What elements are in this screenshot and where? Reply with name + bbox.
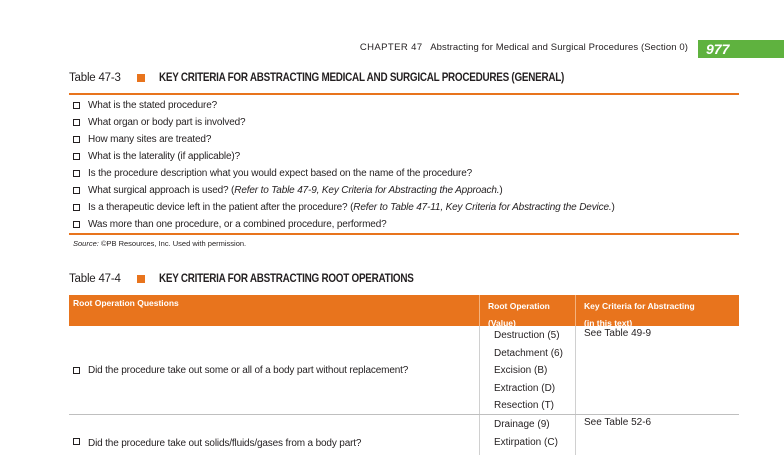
checkbox-icon	[73, 221, 80, 228]
cross-reference: Refer to Table 47-9, Key Criteria for Abstracting the Approach.	[234, 185, 500, 196]
chapter-label: CHAPTER 47	[359, 42, 423, 53]
list-item	[73, 199, 615, 216]
value-cell	[479, 415, 575, 455]
list-item	[73, 114, 615, 131]
root-operations-table	[69, 295, 739, 455]
checkbox-icon	[73, 187, 80, 194]
table-number: Table 47-4	[69, 273, 121, 285]
list-item	[73, 182, 615, 199]
criteria-checklist	[73, 97, 615, 233]
list-item	[73, 165, 615, 182]
item-text: What is the stated procedure?	[88, 100, 218, 111]
table-row	[69, 415, 739, 455]
item-text: Is a therapeutic device left in the patient after the procedure? (	[88, 202, 354, 213]
table-number: Table 47-3	[69, 72, 121, 84]
table-header-row	[69, 295, 739, 326]
list-item	[73, 216, 615, 233]
root-operation-value: Excision (B)	[494, 365, 548, 376]
header-criteria-line1: Key Criteria for Abstracting	[584, 301, 695, 311]
cross-reference: Refer to Table 47-11, Key Criteria for Abstracting the Device.	[353, 202, 612, 213]
checkbox-icon	[73, 153, 80, 160]
orange-square-icon	[137, 275, 145, 283]
source-note	[73, 239, 246, 248]
root-operation-value: Extraction (D)	[494, 382, 556, 394]
orange-square-icon	[137, 74, 145, 82]
header-criteria-line2: (in this text)	[584, 318, 633, 328]
root-operation-value: Detachment (6)	[494, 347, 563, 359]
table-heading: KEY CRITERIA FOR ABSTRACTING MEDICAL AND SURGICAL PROCEDURES (GENERAL)	[158, 72, 564, 84]
header-value-line1: Root Operation	[488, 301, 550, 311]
value-cell	[479, 326, 575, 414]
table-bottom-rule	[69, 233, 739, 235]
page-number: 977	[706, 41, 730, 57]
item-text: How many sites are treated?	[88, 134, 212, 145]
list-item	[73, 148, 615, 165]
item-text: What surgical approach is used? (	[88, 185, 235, 196]
checkbox-icon	[73, 204, 80, 211]
root-operation-value: Destruction (5)	[494, 330, 560, 341]
root-operation-value: Resection (T)	[494, 400, 555, 411]
table-heading: KEY CRITERIA FOR ABSTRACTING ROOT OPERATIONS	[158, 273, 414, 285]
checkbox-icon	[73, 367, 80, 374]
criteria-cell: See Table 49-9	[575, 326, 739, 414]
header-criteria	[575, 295, 739, 326]
running-head	[0, 40, 784, 58]
chapter-heading	[360, 42, 688, 53]
table-top-rule	[69, 93, 739, 95]
question-text: Did the procedure take out solids/fluids/gases from a body part?	[88, 438, 362, 449]
source-label: Source:	[73, 239, 99, 248]
root-operation-value: Extirpation (C)	[494, 436, 558, 448]
checkbox-icon	[73, 170, 80, 177]
root-operation-value: Drainage (9)	[494, 419, 550, 430]
question-text: Did the procedure take out some or all of a body part without replacement?	[88, 364, 409, 376]
table-47-4-title	[69, 273, 455, 285]
checkbox-icon	[73, 136, 80, 143]
checkbox-icon	[73, 119, 80, 126]
item-text: What is the laterality (if applicable)?	[88, 151, 240, 162]
item-text: Is the procedure description what you would expect based on the name of the procedure?	[88, 168, 473, 179]
item-text: What organ or body part is involved?	[88, 117, 246, 128]
close-paren: )	[499, 185, 503, 196]
page-number-tab	[698, 40, 784, 58]
checkbox-icon	[73, 438, 80, 445]
table-47-3-title	[69, 72, 630, 84]
list-item	[73, 131, 615, 148]
header-question: Root Operation Questions	[73, 298, 179, 308]
table-row	[69, 326, 739, 415]
source-text: ©PB Resources, Inc. Used with permission.	[100, 239, 247, 248]
list-item	[73, 97, 615, 114]
checkbox-icon	[73, 102, 80, 109]
chapter-title: Abstracting for Medical and Surgical Procedures (Section 0)	[430, 42, 688, 53]
close-paren: )	[611, 202, 615, 213]
header-value	[479, 295, 575, 326]
question-cell	[69, 415, 479, 455]
item-text: Was more than one procedure, or a combined procedure, performed?	[88, 219, 387, 230]
question-cell	[69, 326, 479, 414]
header-value-line2: (Value)	[488, 318, 516, 328]
criteria-cell: See Table 52-6	[575, 415, 739, 455]
